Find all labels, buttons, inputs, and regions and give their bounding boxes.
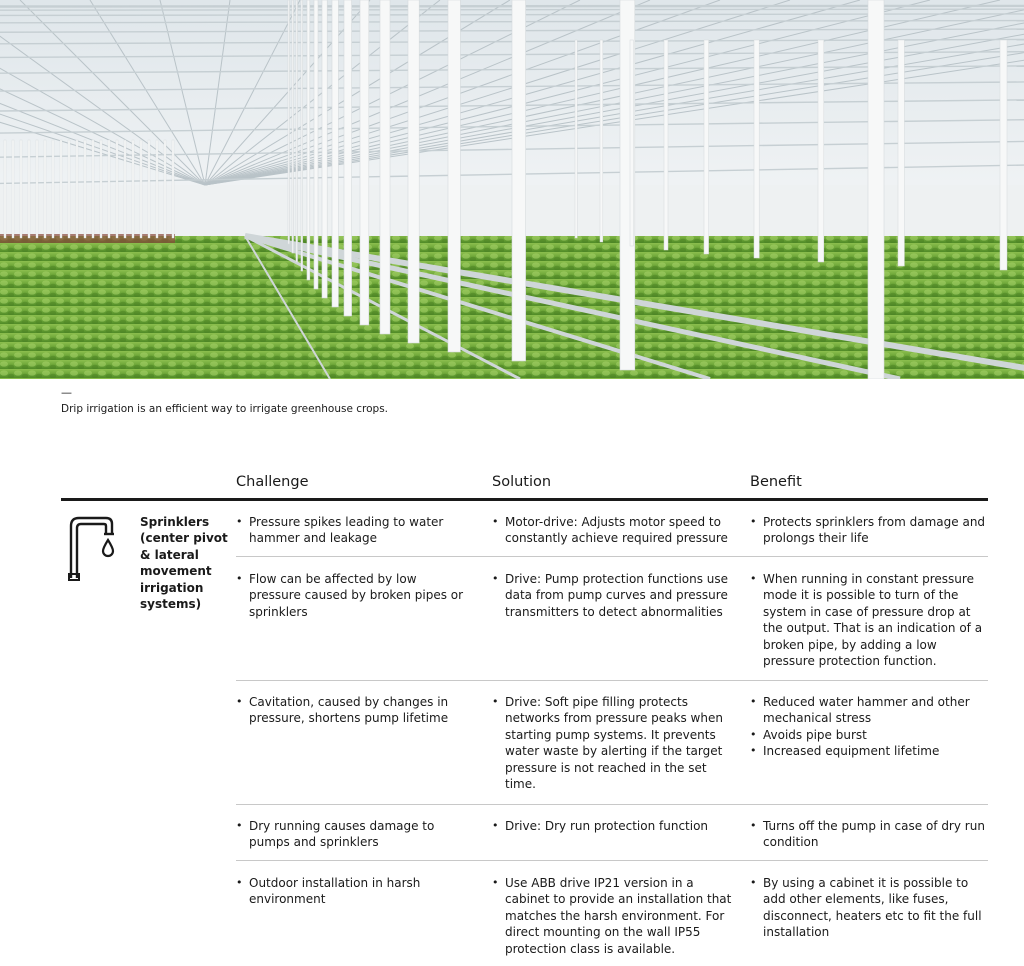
row-1-solution bbox=[492, 514, 740, 547]
row-2-challenge bbox=[236, 571, 468, 620]
row-divider bbox=[236, 680, 988, 681]
list-item: • Motor-drive: Adjusts motor speed to constantly achieve required pressure bbox=[492, 514, 740, 547]
row-5-challenge bbox=[236, 875, 468, 908]
row-4-solution bbox=[492, 818, 740, 834]
greenhouse-photo bbox=[0, 0, 1024, 379]
list-item: • Cavitation, caused by changes in pressure, shortens pump lifetime bbox=[236, 694, 468, 727]
list-item: • Drive: Pump protection functions use data from pump curves and pressure transmitters to detect abnormalities bbox=[492, 571, 740, 620]
row-divider bbox=[236, 804, 988, 805]
list-item: • Avoids pipe burst bbox=[750, 727, 990, 743]
water-tap-icon bbox=[66, 514, 118, 586]
list-item: • When running in constant pressure mode it is possible to turn of the system in case of pressure drop at the output. That is an indication of a broken pipe, by adding a low pressure protection function. bbox=[750, 571, 990, 669]
row-1-benefit bbox=[750, 514, 990, 547]
list-item: • By using a cabinet it is possible to add other elements, like fuses, disconnect, heaters etc to fit the full installation bbox=[750, 875, 990, 941]
row-3-solution bbox=[492, 694, 740, 792]
row-label-sprinklers: Sprinklers (center pivot & lateral movement irrigation systems) bbox=[140, 515, 228, 612]
row-divider bbox=[236, 556, 988, 557]
list-item: • Protects sprinklers from damage and prolongs their life bbox=[750, 514, 990, 547]
list-item: • Outdoor installation in harsh environment bbox=[236, 875, 468, 908]
caption-dash: — bbox=[61, 386, 72, 399]
row-5-solution bbox=[492, 875, 740, 957]
photo-caption: Drip irrigation is an efficient way to irrigate greenhouse crops. bbox=[61, 403, 389, 415]
list-item: • Drive: Dry run protection function bbox=[492, 818, 740, 834]
column-header-challenge: Challenge bbox=[236, 474, 309, 490]
row-4-benefit bbox=[750, 818, 990, 851]
row-divider bbox=[236, 860, 988, 861]
table-header-rule bbox=[61, 498, 988, 501]
row-2-benefit bbox=[750, 571, 990, 669]
list-item: • Turns off the pump in case of dry run condition bbox=[750, 818, 990, 851]
row-5-benefit bbox=[750, 875, 990, 941]
column-header-benefit: Benefit bbox=[750, 474, 802, 490]
row-1-challenge bbox=[236, 514, 468, 547]
row-2-solution bbox=[492, 571, 740, 620]
list-item: • Increased equipment lifetime bbox=[750, 743, 990, 759]
list-item: • Drive: Soft pipe filling protects networks from pressure peaks when starting pump systems. It prevents water waste by alerting if the target pressure is not reached in the set time. bbox=[492, 694, 740, 792]
row-4-challenge bbox=[236, 818, 468, 851]
row-3-benefit bbox=[750, 694, 990, 760]
list-item: • Use ABB drive IP21 version in a cabinet to provide an installation that matches the harsh environment. For direct mounting on the wall IP55 protection class is available. bbox=[492, 875, 740, 957]
list-item: • Pressure spikes leading to water hammer and leakage bbox=[236, 514, 468, 547]
row-3-challenge bbox=[236, 694, 468, 727]
list-item: • Flow can be affected by low pressure caused by broken pipes or sprinklers bbox=[236, 571, 468, 620]
list-item: • Reduced water hammer and other mechanical stress bbox=[750, 694, 990, 727]
column-header-solution: Solution bbox=[492, 474, 552, 490]
list-item: • Dry running causes damage to pumps and sprinklers bbox=[236, 818, 468, 851]
